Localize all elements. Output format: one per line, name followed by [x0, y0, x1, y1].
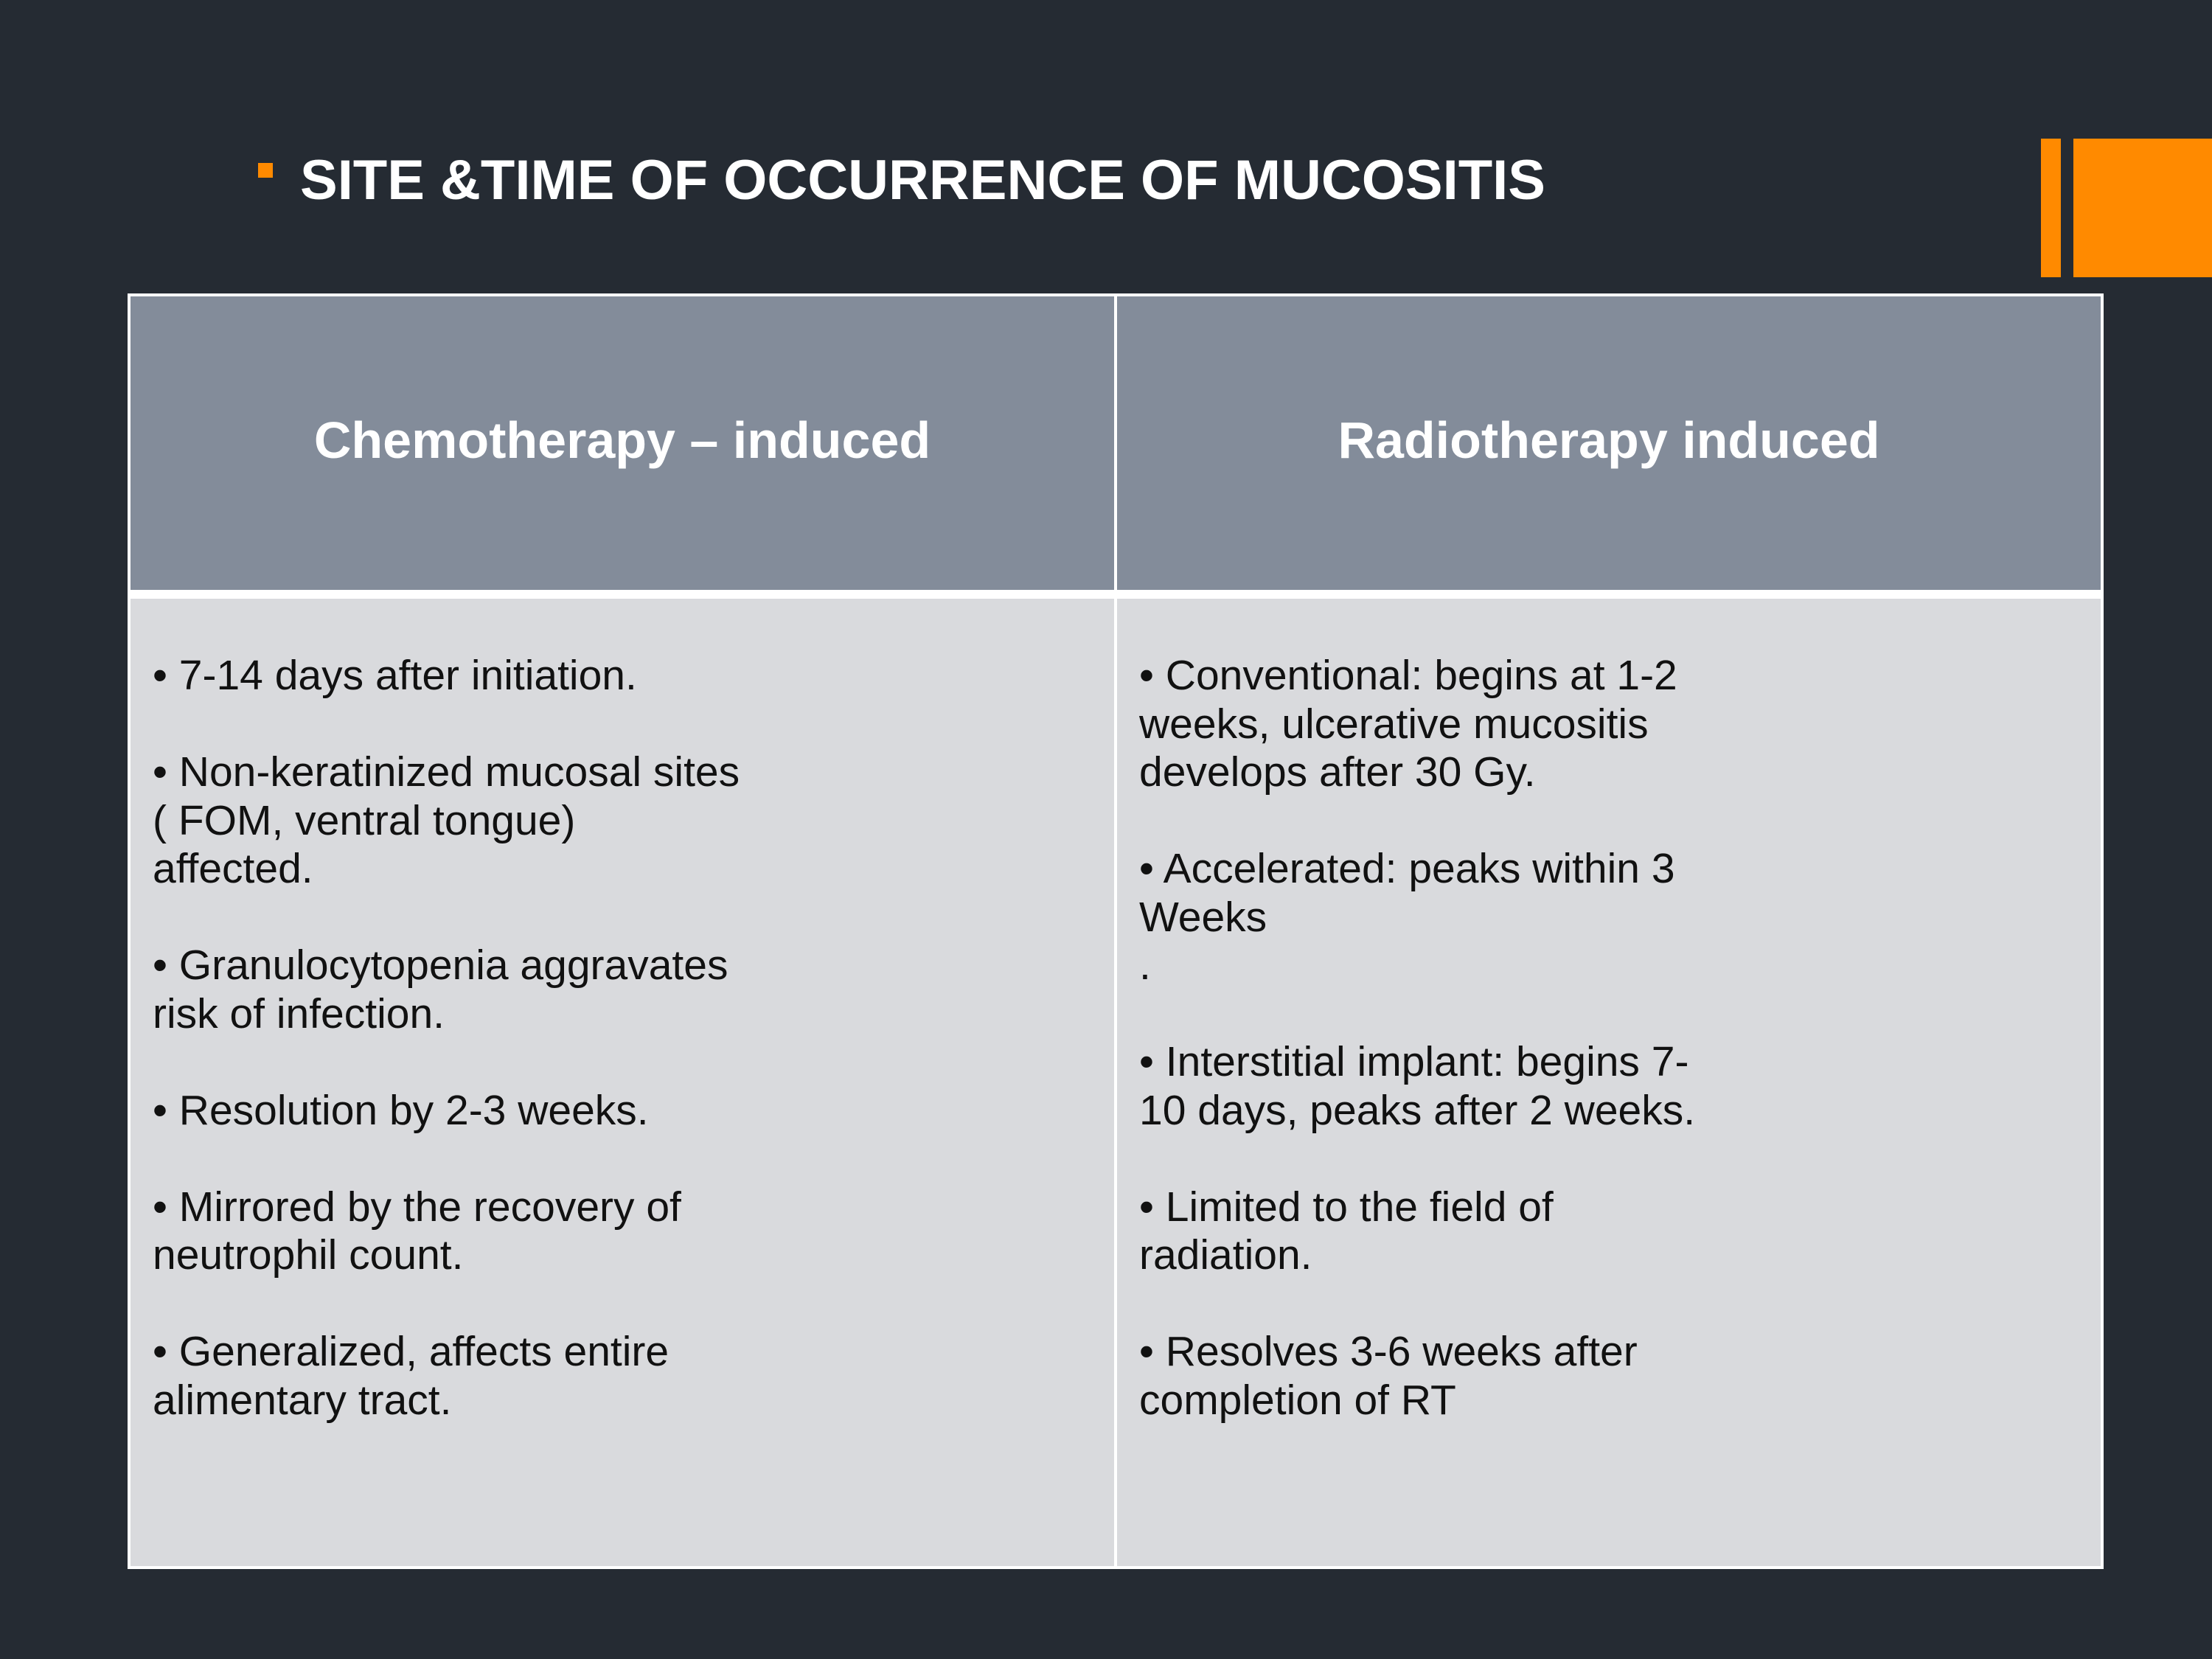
list-item: • Conventional: begins at 1-2 weeks, ulcerative mucositis develops after 30 Gy.: [1139, 652, 1677, 796]
list-item: • Interstitial implant: begins 7- 10 days, peaks after 2 weeks.: [1139, 1038, 1696, 1134]
list-item: • Granulocytopenia aggravates risk of infection.: [153, 942, 728, 1037]
table-header-radiotherapy: [1117, 296, 2101, 590]
list-item: • Resolves 3-6 weeks after completion of RT: [1139, 1328, 1638, 1424]
radiotherapy-list: [1139, 652, 2083, 1473]
header-label-chemotherapy: Chemotherapy – induced: [313, 411, 931, 469]
list-item: • Mirrored by the recovery of neutrophil count.: [153, 1183, 681, 1279]
chemotherapy-list: [153, 652, 1096, 1473]
table-cell-radiotherapy: [1117, 599, 2101, 1566]
list-item: • 7-14 days after initiation.: [153, 652, 637, 699]
list-item: • Generalized, affects entire alimentary tract.: [153, 1328, 669, 1424]
square-bullet-icon: [258, 163, 273, 178]
list-item: • Resolution by 2-3 weeks.: [153, 1086, 649, 1134]
accent-bar: [2041, 139, 2061, 277]
slide-title: SITE &TIME OF OCCURRENCE OF MUCOSITIS: [300, 149, 1545, 212]
list-item: • Limited to the field of radiation.: [1139, 1183, 1554, 1279]
comparison-table: [128, 293, 2104, 1569]
title-row: [258, 144, 1545, 218]
table-header-chemotherapy: [131, 296, 1114, 590]
accent-block: [2073, 139, 2212, 277]
header-label-radiotherapy: Radiotherapy induced: [1338, 411, 1880, 469]
list-item: • Accelerated: peaks within 3 Weeks .: [1139, 845, 1675, 989]
list-item: • Non-keratinized mucosal sites ( FOM, ventral tongue) affected.: [153, 748, 740, 892]
table-cell-chemotherapy: [131, 599, 1114, 1566]
